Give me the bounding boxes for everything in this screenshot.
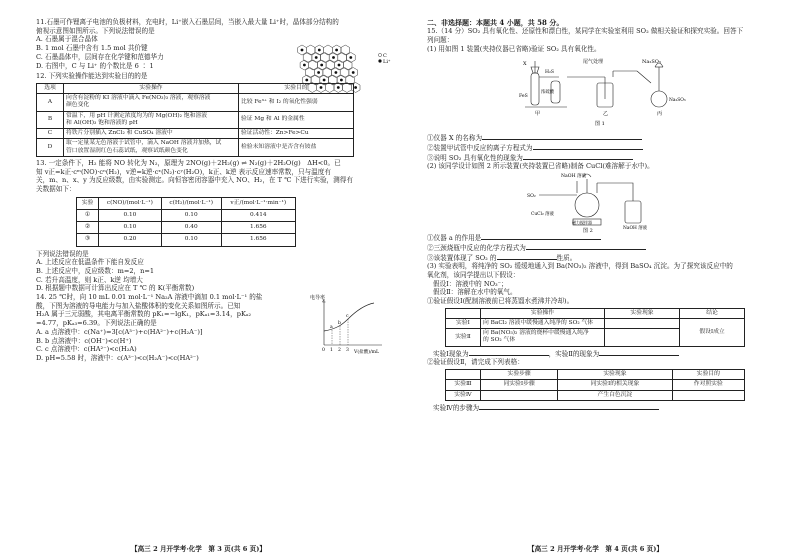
apparatus-figure-2 <box>427 171 780 233</box>
fig1-label: 浓硫酸 <box>541 90 555 96</box>
q13-header: v正/(mol·L⁻¹·min⁻¹) <box>221 197 295 209</box>
q12-header: 实验操作 <box>64 83 239 93</box>
lattice-hexagon <box>341 45 350 55</box>
lattice-hexagon <box>326 60 335 70</box>
t1-header: 实验现象 <box>605 308 680 318</box>
t1-op-line: 的 SO₂ 气体 <box>483 337 516 344</box>
phenomena-text: ，实验Ⅱ的现象为 <box>548 349 600 358</box>
lattice-hexagon <box>306 45 315 55</box>
li-ion-dot <box>301 49 304 52</box>
lattice-hexagon <box>343 83 352 93</box>
lattice-hexagon <box>329 75 338 85</box>
lattice-hexagon <box>346 75 355 85</box>
apparatus-figure-1 <box>427 53 780 133</box>
q13-header: c(H₂)/(mol·L⁻¹) <box>161 197 221 209</box>
li-ion-dot <box>317 71 320 74</box>
li-ion-dot <box>338 64 341 67</box>
t1-header: 结论 <box>680 308 745 318</box>
li-ion-dot <box>335 49 338 52</box>
verify-table-1 <box>445 308 745 347</box>
li-ion-dot <box>318 49 321 52</box>
phenomena-text: 实验Ⅰ现象为 <box>433 349 469 358</box>
q11-stem-line: 俯视示意图如图所示。下列说法错误的是 <box>36 26 155 35</box>
q12-op-cell <box>64 111 239 128</box>
q13-table <box>76 197 296 247</box>
answer-blank[interactable] <box>482 133 642 140</box>
q13-option: D. 根据题中数据可计算出反应在 T ℃ 的 K(平衡常数) <box>36 284 195 293</box>
hypothesis: 假设Ⅰ：溶液中的 NO₃⁻； <box>433 279 508 288</box>
q12-op-line: 和 Al(OH)₃ 饱和溶液的 pH <box>66 119 138 126</box>
graph-y-label: 电导率 <box>310 295 326 302</box>
lattice-hexagon <box>338 53 347 63</box>
q12-op-line: 颜色变化 <box>66 102 90 109</box>
graph-tick: 0 <box>322 348 325 354</box>
t2-cell: 同实验Ⅰ的相关现象 <box>558 380 672 390</box>
fig2-label: 磁力搅拌器 <box>572 220 592 226</box>
question-14 <box>36 293 385 363</box>
answer-blank[interactable] <box>523 153 633 160</box>
page-footer: 【高三 2 月开学考·化学 第 3 页(共 6 页)】 <box>131 545 266 554</box>
q13-cell: ① <box>77 209 99 221</box>
fig1-label: H₂S <box>545 70 554 76</box>
graph-tick: 2 <box>338 348 341 354</box>
q11-option: B. 1 mol 石墨中含有 1.5 mol 共价键 <box>36 44 148 53</box>
fig1-label: X <box>523 61 527 68</box>
q13-cell: 0.10 <box>99 209 162 221</box>
q12-option-cell: B <box>37 111 64 128</box>
t1-conclusion: 假设Ⅰ成立 <box>680 319 745 347</box>
t2-header: 实验现象 <box>558 370 672 380</box>
fig2-caption: 图 2 <box>583 228 593 234</box>
q12-header: 实验目的 <box>239 83 354 93</box>
t2-cell <box>481 390 558 400</box>
q15-stem-line: 15.（14 分）SO₂ 具有氧化性、还原性和漂白性，某同学在实验室利用 SO₂ 做相关验证和探究实验。回答下 <box>427 27 744 36</box>
fig2-label: NaOH 溶液 <box>561 174 587 180</box>
lattice-hexagon <box>306 68 315 78</box>
q13-option: B. 上述反应中，反应级数：m=2，n=1 <box>36 266 155 275</box>
t1-header <box>446 308 481 318</box>
q13-cell: 0.10 <box>161 209 221 221</box>
t2-cell: 同实验Ⅰ步骤 <box>481 380 558 390</box>
q12-option-cell: C <box>37 129 64 139</box>
verify-2: ②验证假设Ⅱ，请完成下列表格： <box>427 358 524 367</box>
t1-cell: 实验Ⅰ <box>446 319 481 329</box>
q14-stem-line: 14. 25 ℃时，向 10 mL 0.01 mol·L⁻¹ Na₂A 溶液中滴加 0.1 mol·L⁻¹ 的盐 <box>36 293 263 302</box>
q15-part1: (1) 用如图 1 装置(夹持仪器已省略)验证 SO₂ 具有氧化性。 <box>427 44 601 53</box>
q11-option: D. 右图中，C 与 Li⁺ 的个数比是 6 ∶ 1 <box>36 61 154 70</box>
q13-after: 下列说法错误的是 <box>36 249 89 258</box>
answer-blank[interactable] <box>497 253 557 260</box>
q13-option: A. 上述反应在低温条件下能自发反应 <box>36 258 144 267</box>
fig1-label: 甲 <box>535 111 541 118</box>
li-ion-dot <box>354 86 357 89</box>
graph-tick: 3 <box>346 348 349 354</box>
li-ion-dot <box>320 86 323 89</box>
q15-part3: (3) 实验表明，将纯净的 SO₂ 缓缓地通入到 Ba(NO₃)₂ 溶液中，得到 BaSO₄ 沉淀。为了探究该反应中的 <box>427 262 733 271</box>
t2-cell: 作对照实验 <box>672 380 744 390</box>
q15-part3: 氧化剂，该同学提出以下假设： <box>427 270 520 279</box>
lattice-hexagon <box>343 60 352 70</box>
graphite-lattice-figure <box>294 44 394 100</box>
page-footer: 【高三 2 月开学考·化学 第 4 页(共 6 页)】 <box>528 545 663 554</box>
q13-cell: 1.656 <box>221 234 295 246</box>
q13-cell: 0.20 <box>99 234 162 246</box>
verify-table-2 <box>445 369 745 401</box>
right-page <box>397 0 794 560</box>
q12-op-cell <box>64 94 239 111</box>
q12-option-cell: D <box>37 139 64 156</box>
t1-op-line: 向 BaCl₂ 溶液中缓慢通入纯净的 SO₂ 气体 <box>483 320 594 327</box>
li-ion-dot <box>315 56 318 59</box>
graph-x-label: V(盐酸)/mL <box>354 350 380 356</box>
q13-option: C. 若升高温度，则 k正、k逆 均增大 <box>36 275 143 284</box>
lattice-hexagon <box>340 68 349 78</box>
table-row <box>77 222 296 234</box>
legend-li-label: Li⁺ <box>383 59 391 65</box>
li-ion-dot <box>320 64 323 67</box>
p2-item <box>427 233 780 243</box>
q12-op-line: 常温下，用 pH 计测定浓度均为的 Mg(OH)₂ 饱和溶液 <box>66 112 207 119</box>
q12-goal-cell: 验证活动性：Zn>Fe>Cu <box>239 129 354 139</box>
q12-op-line: 取一定量某无色溶液于试管中，滴入 NaOH 溶液并加热，试 <box>66 140 222 147</box>
lattice-hexagon <box>321 53 330 63</box>
fig1-label: 乙 <box>603 111 609 118</box>
q13-cell: 0.40 <box>161 222 221 234</box>
q13-stem-line: 知 v正=k正·cᵐ(NO)·cⁿ(H₂)，v逆=k逆·cˣ(N₂)·cʸ(H₂O)，k正、k逆 表示反应速率常数，只与温度有 <box>36 167 331 176</box>
fig1-label: Na₂SO₃ <box>669 98 686 104</box>
answer-blank[interactable] <box>599 349 679 356</box>
q12-op-cell <box>64 139 239 156</box>
conductivity-graph <box>308 293 388 355</box>
fig2-label: NaOH 溶液 <box>623 226 648 232</box>
q13-cell: 1.656 <box>221 222 295 234</box>
question-11 <box>36 18 391 70</box>
q12-goal-cell: 验证 Mg 和 Al 的金属性 <box>239 111 354 128</box>
last-text: 实验Ⅳ的步骤为 <box>433 403 480 412</box>
table-row <box>446 319 745 329</box>
li-ion-dot <box>340 79 343 82</box>
table-row <box>37 129 354 139</box>
last-line <box>427 403 780 413</box>
table-row <box>446 390 745 400</box>
t1-op-cell <box>481 329 605 346</box>
li-ion-dot <box>332 56 335 59</box>
t1-op-line: 向 Ba(NO₃)₂ 溶液的烧杯中缓慢通入纯净 <box>483 330 589 337</box>
p1-item-text: ①仪器 X 的名称为 <box>427 134 483 143</box>
q11-option: A. 石墨属于混合晶体 <box>36 35 98 44</box>
li-ion-dot <box>323 79 326 82</box>
graph-point-label: a <box>330 325 333 331</box>
q14-stem-line: H₂A 属于三元弱酸，其电离平衡常数的 pK₁=−lgK₁，pKₐ₁=3.14，pKₐ₂ <box>36 310 252 319</box>
t1-cell <box>605 329 680 346</box>
p2-item-text: 性质。 <box>556 253 577 262</box>
q13-cell: ② <box>77 222 99 234</box>
legend-c-label: C <box>383 53 387 59</box>
section-title: 二、非选择题：本题共 4 小题，共 58 分。 <box>427 18 564 27</box>
t1-cell <box>605 319 680 329</box>
q14-option: B. b 点溶液中：c(OH⁻)<c(H⁺) <box>36 336 132 345</box>
hypothesis: 假设Ⅱ：溶解在水中的氧气。 <box>433 288 517 297</box>
p1-item <box>427 153 780 163</box>
q13-header: c(NO)/(mol·L⁻¹) <box>99 197 162 209</box>
q11-stem-line: 11.石墨可作锂离子电池的负极材料，充电时，Li⁺嵌入石墨层间，当嵌入最大量 Li⁺时，晶体部分结构的 <box>36 18 339 26</box>
p2-item-text: ①仪器 a 的作用是 <box>427 234 482 243</box>
answer-blank[interactable] <box>479 403 659 410</box>
p1-item <box>427 133 780 143</box>
lattice-hexagon <box>309 60 318 70</box>
t2-header <box>446 370 481 380</box>
lattice-hexagon <box>303 53 312 63</box>
fig1-label: 尾气处理 <box>583 59 604 66</box>
li-ion-dot <box>349 56 352 59</box>
answer-blank[interactable] <box>481 233 601 240</box>
li-ion-dot <box>303 64 306 67</box>
q13-cell: 0.10 <box>99 222 162 234</box>
lattice-hexagon <box>325 83 334 93</box>
fig1-label: 丙 <box>657 111 663 118</box>
q12-op-line: 向含有淀粉的 KI 溶液中滴入 Fe(NO₃)₃ 溶液，观察溶液 <box>66 95 211 102</box>
phenomena-line <box>427 349 780 359</box>
t1-op-cell <box>481 319 605 329</box>
t1-header: 实验操作 <box>481 308 605 318</box>
q12-option-cell: A <box>37 94 64 111</box>
q13-cell: 0.10 <box>161 234 221 246</box>
q12-header: 选项 <box>37 83 64 93</box>
q14-stem-line: 酸，下图为溶液的导电能力与加入盐酸体积的变化关系如图所示。已知 <box>36 301 241 310</box>
lattice-hexagon <box>308 83 317 93</box>
q14-stem-line: =4.77，pKₐ₃=6.39。下列说法正确的是 <box>36 319 157 328</box>
p2-item <box>427 243 780 253</box>
p1-item-text: ②装置甲试管中反应的离子方程式为 <box>427 144 533 153</box>
q14-option: C. c 点溶液中：c(HA²⁻)<c(H₂A) <box>36 345 137 354</box>
q13-cell: 0.414 <box>221 209 295 221</box>
table-row <box>446 380 745 390</box>
li-ion-dot <box>352 71 355 74</box>
q15-part2: (2) 该同学设计如图 2 所示装置(夹持装置已省略)制备 CuCl(难溶解于水中)。 <box>427 162 654 171</box>
table-row <box>37 139 354 156</box>
li-ion-dot <box>305 79 308 82</box>
graph-tick: 1 <box>330 348 333 354</box>
p1-item <box>427 143 780 153</box>
table-row <box>77 209 296 221</box>
q12-stem: 12. 下列实验操作能达到实验目的的是 <box>36 72 148 81</box>
q13-header: 实验 <box>77 197 99 209</box>
fig1-caption: 图 1 <box>595 121 605 128</box>
graph-point-label: c <box>346 314 349 320</box>
fig2-label: SO₂ <box>527 194 536 200</box>
t2-header: 实验目的 <box>672 370 744 380</box>
answer-blank[interactable] <box>526 243 646 250</box>
p2-item-text: ②三颈烧瓶中反应的化学方程式为 <box>427 243 526 252</box>
p2-item-text: ③该装置体现了 SO₂ 的 <box>427 253 497 262</box>
lattice-hexagon <box>324 45 333 55</box>
q12-op-cell <box>64 129 239 139</box>
fig1-label: FeS <box>519 94 528 100</box>
q12-goal-cell: 检验未知溶液中是否含有铵盐 <box>239 139 354 156</box>
lattice-hexagon <box>311 75 320 85</box>
t1-cell: 实验Ⅱ <box>446 329 481 346</box>
q14-option: D. pH=5.58 时，溶液中：c(A³⁻)<c(H₂A⁻)<c(HA²⁻) <box>36 353 199 362</box>
verify-1: ①验证假设Ⅰ(配制溶液前已将蒸馏水煮沸并冷却)。 <box>427 297 574 306</box>
q13-stem-line: 13. 一定条件下，H₂ 能将 NO 转化为 N₂，原理为 2NO(g)＋2H₂(g) ⇌ N₂(g)＋2H₂O(g) ΔH<0。已 <box>36 158 341 167</box>
table-row <box>37 111 354 128</box>
li-ion-dot <box>337 86 340 89</box>
q13-stem-line: 关数据如下： <box>36 184 76 193</box>
q13-cell: ③ <box>77 234 99 246</box>
t2-cell: 实验Ⅳ <box>446 390 481 400</box>
t2-cell <box>672 390 744 400</box>
q14-option: A. a 点溶液中：c(Na⁺)=3[c(A³⁻)+c(HA²⁻)+c(H₂A⁻)] <box>36 327 203 336</box>
t2-header: 实验步骤 <box>481 370 558 380</box>
li-ion-dot <box>335 71 338 74</box>
q15-stem-line: 列问题： <box>427 35 454 44</box>
q12-goal-cell: 比较 Fe³⁺ 和 I₂ 的氧化性强弱 <box>239 94 354 111</box>
q13-stem-line: 关，m、n、x、y 为反应级数，由实验测定。向恒容密闭容器中充入 NO、H₂，在 T ℃ 下进行实验，测得有 <box>36 176 353 185</box>
q12-op-line: 管口放置湿润红色石蕊试纸，观察试纸颜色变化 <box>66 147 188 154</box>
t2-cell: 实验Ⅲ <box>446 380 481 390</box>
answer-blank[interactable] <box>533 143 643 150</box>
lattice-hexagon <box>323 68 332 78</box>
p1-item-text: ③说明 SO₂ 具有氧化性的现象为 <box>427 153 523 162</box>
table-row <box>77 234 296 246</box>
q12-op-line: 将铁片分别插入 ZnCl₂ 和 CuSO₄ 溶液中 <box>66 130 173 137</box>
answer-blank[interactable] <box>469 349 549 356</box>
fig2-label: CuCl₂ 溶液 <box>531 212 554 218</box>
p2-item <box>427 253 780 263</box>
graph-point-label: b <box>338 321 341 327</box>
q11-option: C. 石墨晶体中，层间存在化学键和范德华力 <box>36 52 164 61</box>
t2-cell: 产生白色沉淀 <box>558 390 672 400</box>
fig1-label: Na₂SO₃ <box>642 59 661 66</box>
